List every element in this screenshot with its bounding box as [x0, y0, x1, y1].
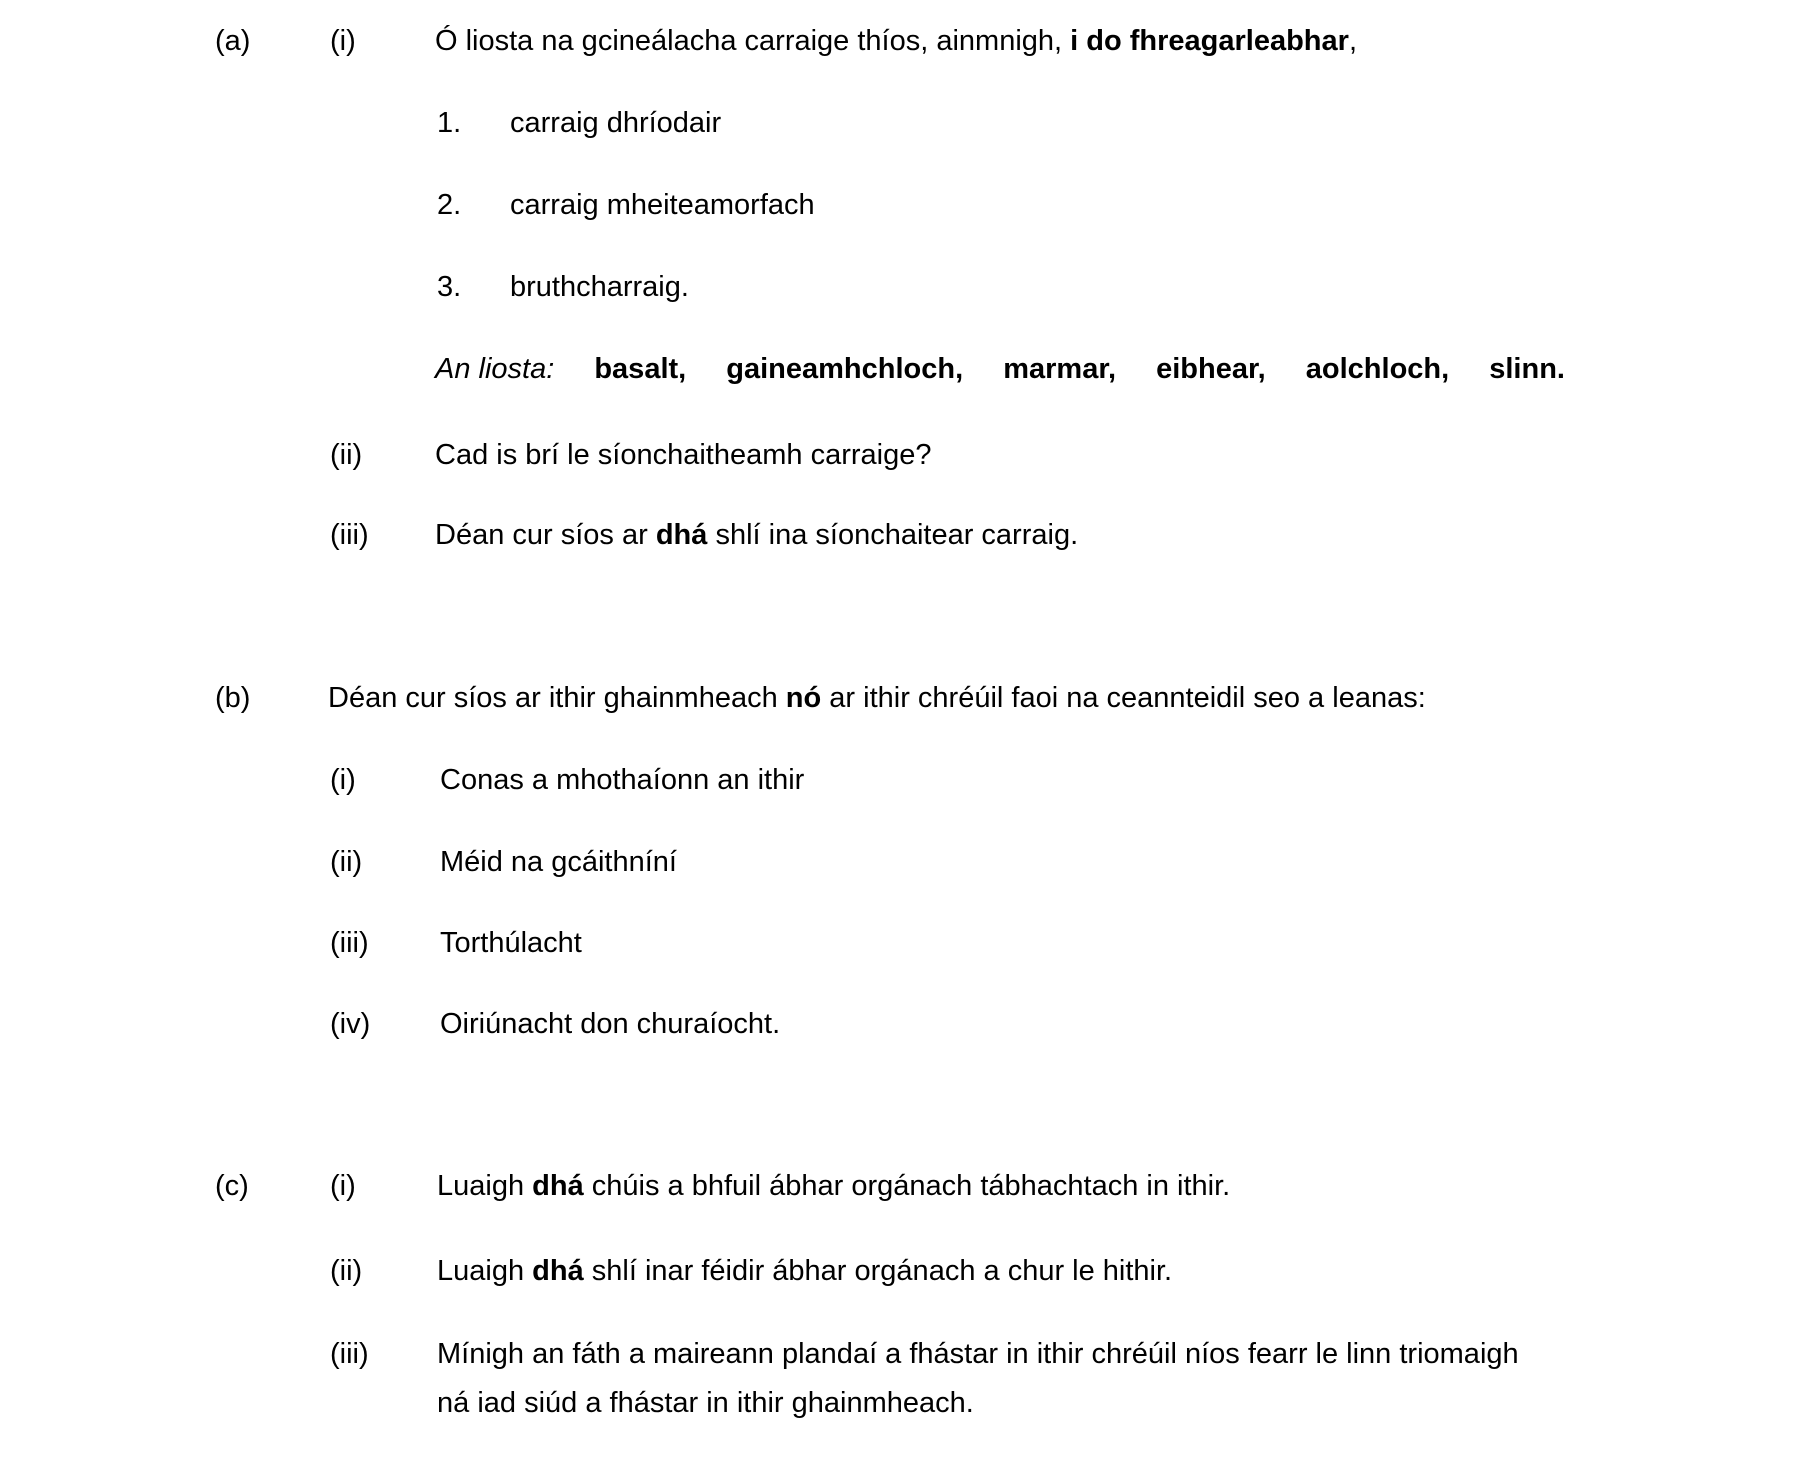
question-a-iii-text: Déan cur síos ar dhá shlí ina síonchaitear carraig.	[435, 519, 1079, 551]
rock-type-label: carraig mheiteamorfach	[510, 189, 815, 221]
question-b-text: Déan cur síos ar ithir ghainmheach nó ar ithir chréúil faoi na ceannteidil seo a leanas:	[328, 682, 1426, 714]
part-c-marker: (c)	[215, 1170, 249, 1202]
question-a-ii-text: Cad is brí le síonchaitheamh carraige?	[435, 439, 932, 471]
question-c-i-text: Luaigh dhá chúis a bhfuil ábhar orgánach tábhachtach in ithir.	[437, 1170, 1231, 1202]
rock-name: basalt,	[594, 353, 687, 385]
rock-list-label: An liosta:	[435, 353, 555, 385]
rock-type-number: 2.	[437, 189, 462, 221]
part-a-marker: (a)	[215, 25, 251, 57]
bold-phrase: dhá	[532, 1170, 584, 1202]
rock-list-line	[435, 352, 1565, 387]
question-a-iii-row	[0, 518, 1818, 562]
question-a-ii-marker: (ii)	[330, 439, 363, 471]
rock-type-number: 3.	[437, 271, 462, 303]
rock-name: gaineamhchloch,	[726, 353, 964, 385]
question-c-ii-text: Luaigh dhá shlí inar féidir ábhar orgánach a chur le hithir.	[437, 1255, 1173, 1287]
rock-type-label: bruthcharraig.	[510, 271, 689, 303]
question-a-i-text: Ó liosta na gcineálacha carraige thíos, ainmnigh, i do fhreagarleabhar,	[435, 25, 1358, 57]
rock-name: eibhear,	[1156, 353, 1266, 385]
question-c-iii-text-line2: ná iad siúd a fhástar in ithir ghainmheach.	[437, 1387, 974, 1419]
question-a-ii-row	[0, 438, 1818, 482]
bold-phrase: nó	[785, 682, 822, 714]
rock-name: slinn.	[1489, 353, 1565, 385]
question-b-ii-marker: (ii)	[330, 846, 363, 878]
rock-type-label: carraig dhríodair	[510, 107, 722, 139]
question-b-iii-row	[0, 926, 1818, 970]
question-a-i-marker: (i)	[330, 25, 356, 57]
question-b-iii-text: Torthúlacht	[440, 927, 582, 959]
question-c-i-row	[0, 1169, 1818, 1213]
rock-type-number: 1.	[437, 107, 462, 139]
bold-phrase: i do fhreagarleabhar	[1070, 25, 1349, 57]
question-b-ii-text: Méid na gcáithníní	[440, 846, 677, 878]
question-c-iii-marker: (iii)	[330, 1338, 369, 1370]
question-b-i-text: Conas a mhothaíonn an ithir	[440, 764, 805, 796]
question-c-iii-text-line1: Mínigh an fáth a maireann plandaí a fhástar in ithir chréúil níos fearr le linn triomaigh	[437, 1338, 1519, 1370]
rock-type-row-3	[0, 270, 1818, 314]
bold-phrase: dhá	[655, 519, 708, 551]
question-b-iv-marker: (iv)	[330, 1008, 371, 1040]
question-b-iii-marker: (iii)	[330, 927, 369, 959]
question-c-i-marker: (i)	[330, 1170, 356, 1202]
rock-name: aolchloch,	[1305, 353, 1450, 385]
bold-phrase: dhá	[532, 1255, 584, 1287]
question-a-i-row	[0, 24, 1818, 68]
rock-type-row-1	[0, 106, 1818, 150]
rock-type-row-2	[0, 188, 1818, 232]
question-c-ii-marker: (ii)	[330, 1255, 363, 1287]
question-b-iv-row	[0, 1007, 1818, 1051]
question-b-i-row	[0, 763, 1818, 807]
question-c-iii-row-line2	[0, 1386, 1818, 1430]
question-c-ii-row	[0, 1254, 1818, 1298]
question-c-iii-row	[0, 1337, 1818, 1381]
question-b-row	[0, 681, 1818, 725]
question-b-i-marker: (i)	[330, 764, 356, 796]
question-a-iii-marker: (iii)	[330, 519, 369, 551]
question-b-iv-text: Oiriúnacht don churaíocht.	[440, 1008, 781, 1040]
part-b-marker: (b)	[215, 682, 251, 714]
question-b-ii-row	[0, 845, 1818, 889]
rock-name: marmar,	[1003, 353, 1117, 385]
